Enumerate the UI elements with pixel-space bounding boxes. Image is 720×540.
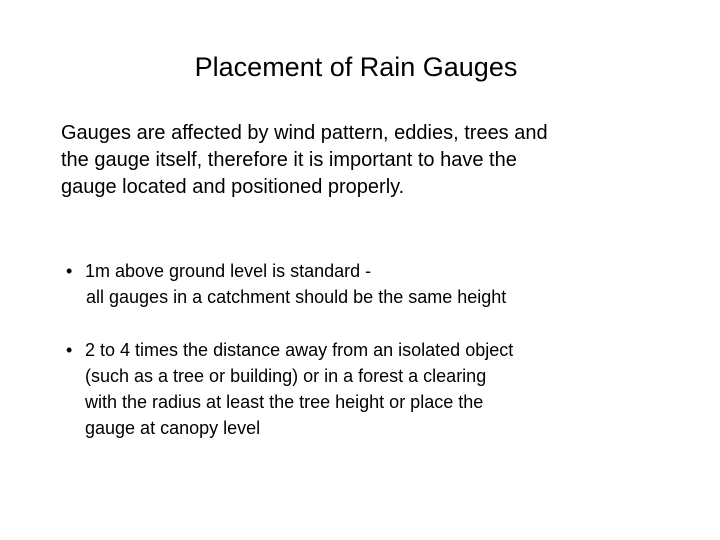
intro-line: gauge located and positioned properly.	[61, 176, 405, 198]
intro-line: the gauge itself, therefore it is important to have the	[61, 149, 517, 171]
bullet-marker: •	[66, 340, 73, 360]
bullet-text: gauge at canopy level	[85, 418, 261, 438]
bullet-marker: •	[66, 261, 73, 281]
bullet-item	[66, 258, 686, 310]
bullet-text: 2 to 4 times the distance away from an isolated object	[85, 340, 514, 360]
bullet-text: (such as a tree or building) or in a forest a clearing	[85, 366, 487, 386]
bullet-item	[66, 337, 686, 441]
intro-paragraph	[61, 120, 701, 201]
slide-title: Placement of Rain Gauges	[194, 52, 518, 82]
bullet-first-line	[66, 337, 686, 363]
bullet-text: 1m above ground level is standard -	[85, 261, 372, 281]
intro-line: Gauges are affected by wind pattern, eddies, trees and	[61, 122, 548, 144]
bullet-text: all gauges in a catchment should be the same height	[86, 287, 507, 307]
bullet-first-line	[66, 258, 686, 284]
bullet-text: with the radius at least the tree height or place the	[85, 392, 484, 412]
